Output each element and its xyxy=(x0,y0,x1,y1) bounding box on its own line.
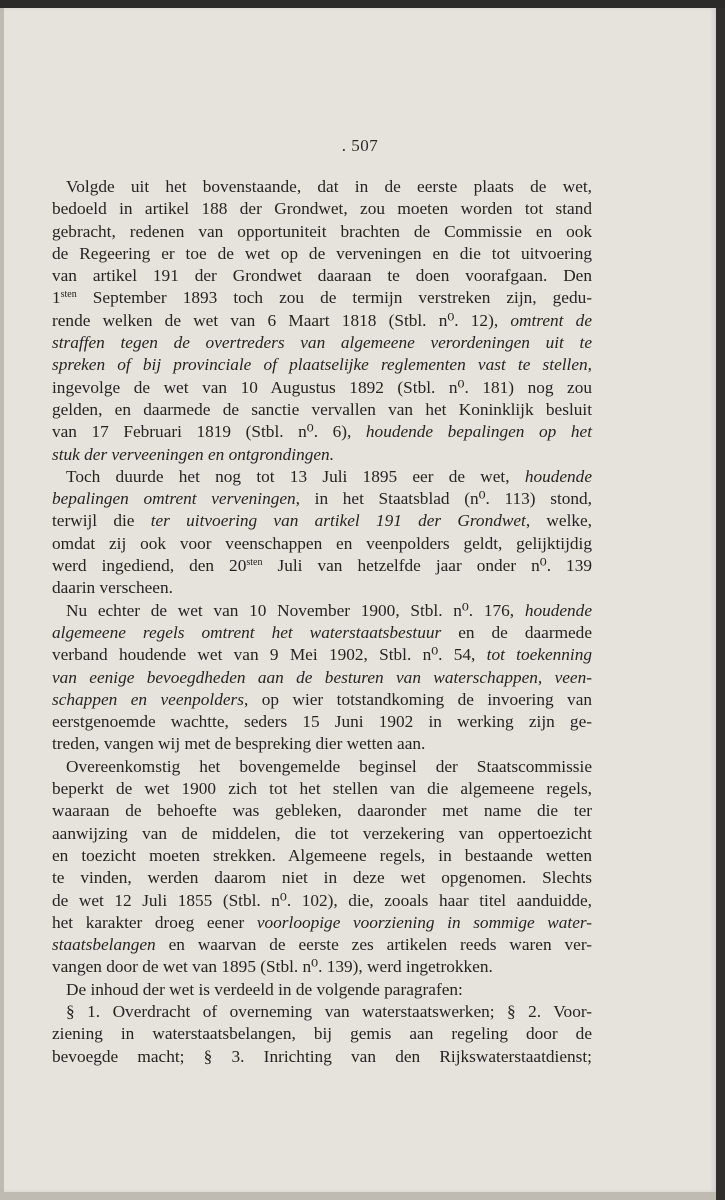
text-line: van eenige bevoegdheden aan de besturen van waterschappen, veen- xyxy=(52,667,592,687)
text-line: § 1. Overdracht of overneming van waterstaatswerken; § 2. Voor- xyxy=(66,1001,592,1021)
text-line: het karakter droeg eener voorloopige voorziening in sommige water- xyxy=(52,912,593,932)
text-line: van artikel 191 der Grondwet daaraan te doen voorafgaan. Den xyxy=(52,266,592,286)
text-line: ingevolge de wet van 10 Augustus 1892 (Stbl. n⁰. 181) nog zou xyxy=(52,377,592,397)
text-line: schappen en veenpolders, op wier totstandkoming de invoering van xyxy=(52,689,593,709)
text-line: treden, vangen wij met de bespreking dier wetten aan. xyxy=(52,734,426,754)
text-line: bepalingen omtrent verveningen, in het Staatsblad (n⁰. 113) stond, xyxy=(52,489,592,509)
text-line: Nu echter de wet van 10 November 1900, Stbl. n⁰. 176, houdende xyxy=(66,600,592,620)
text-line: van 17 Februari 1819 (Stbl. n⁰. 6), houdende bepalingen op het xyxy=(52,422,592,442)
page-number: . 507 xyxy=(341,136,379,155)
text-line: de wet 12 Juli 1855 (Stbl. n⁰. 102), die, zooals haar titel aanduidde, xyxy=(52,890,592,910)
text-line: $1^{sten}$ September 1893 toch zou de termijn verstreken zijn, gedu- xyxy=(52,288,592,308)
text-line: De inhoud der wet is verdeeld in de volgende paragrafen: xyxy=(66,979,463,999)
text-line: en toezicht moeten strekken. Algemeene regels, in bestaande wetten xyxy=(52,845,592,865)
body-text xyxy=(52,176,592,1068)
text-line: aanwijzing van de middelen, die tot verzekering van oppertoezicht xyxy=(52,823,592,843)
book-page xyxy=(4,8,716,1192)
text-line: bedoeld in artikel 188 der Grondwet, zou moeten worden tot stand xyxy=(52,199,592,219)
text-line: vangen door de wet van 1895 (Stbl. n⁰. 139), werd ingetrokken. xyxy=(52,957,493,977)
text-line: Volgde uit het bovenstaande, dat in de eerste plaats de wet, xyxy=(66,177,592,196)
text-line: werd ingediend, den $20^{sten}$ Juli van hetzelfde jaar onder n⁰. 139 xyxy=(52,556,592,576)
text-line: daarin verscheen. xyxy=(52,578,173,598)
text-line: waaraan de behoefte was gebleken, daaronder met name die ter xyxy=(52,801,592,821)
right-border xyxy=(716,8,725,1200)
text-line: verband houdende wet van 9 Mei 1902, Stbl. n⁰. 54, tot toekenning xyxy=(52,645,592,665)
text-line: eerstgenoemde wachtte, seders 15 Juni 1902 in werking zijn ge- xyxy=(52,712,592,732)
text-line: Toch duurde het nog tot 13 Juli 1895 eer de wet, houdende xyxy=(66,466,592,486)
text-line: spreken of bij provinciale of plaatselijke reglementen vast te stellen, xyxy=(52,355,592,375)
text-line: Overeenkomstig het bovengemelde beginsel der Staatscommissie xyxy=(66,756,592,776)
text-line: de Regeering er toe de wet op de verveningen en die tot uitvoering xyxy=(52,243,592,263)
text-line: ziening in waterstaatsbelangen, bij gemis aan regeling door de xyxy=(52,1024,592,1044)
text-line: rende welken de wet van 6 Maart 1818 (Stbl. n⁰. 12), omtrent de xyxy=(52,310,592,330)
text-line: beperkt de wet 1900 zich tot het stellen van die algemeene regels, xyxy=(52,779,592,799)
text-line: straffen tegen de overtreders van algemeene verordeningen uit te xyxy=(52,333,592,353)
text-line: gelden, en daarmede de sanctie vervallen van het Koninklijk besluit xyxy=(52,399,592,419)
text-line: terwijl die ter uitvoering van artikel 191 der Grondwet, welke, xyxy=(52,511,592,531)
text-line: omdat zij ook voor veenschappen en veenpolders geldt, gelijktijdig xyxy=(52,533,592,553)
text-line: te vinden, werden daarom niet in deze wet opgenomen. Slechts xyxy=(52,868,592,888)
text-line: staatsbelangen en waarvan de eerste zes artikelen reeds waren ver- xyxy=(52,935,592,955)
text-line: gebracht, redenen van opportuniteit brachten de Commissie en ook xyxy=(52,221,592,241)
text-line: algemeene regels omtrent het waterstaatsbestuur en de daarmede xyxy=(52,622,592,642)
text-line: stuk der verveeningen en ontgrondingen. xyxy=(52,444,335,464)
top-border xyxy=(0,0,725,8)
text-line: bevoegde macht; § 3. Inrichting van den Rijkswaterstaatdienst; xyxy=(52,1046,592,1066)
